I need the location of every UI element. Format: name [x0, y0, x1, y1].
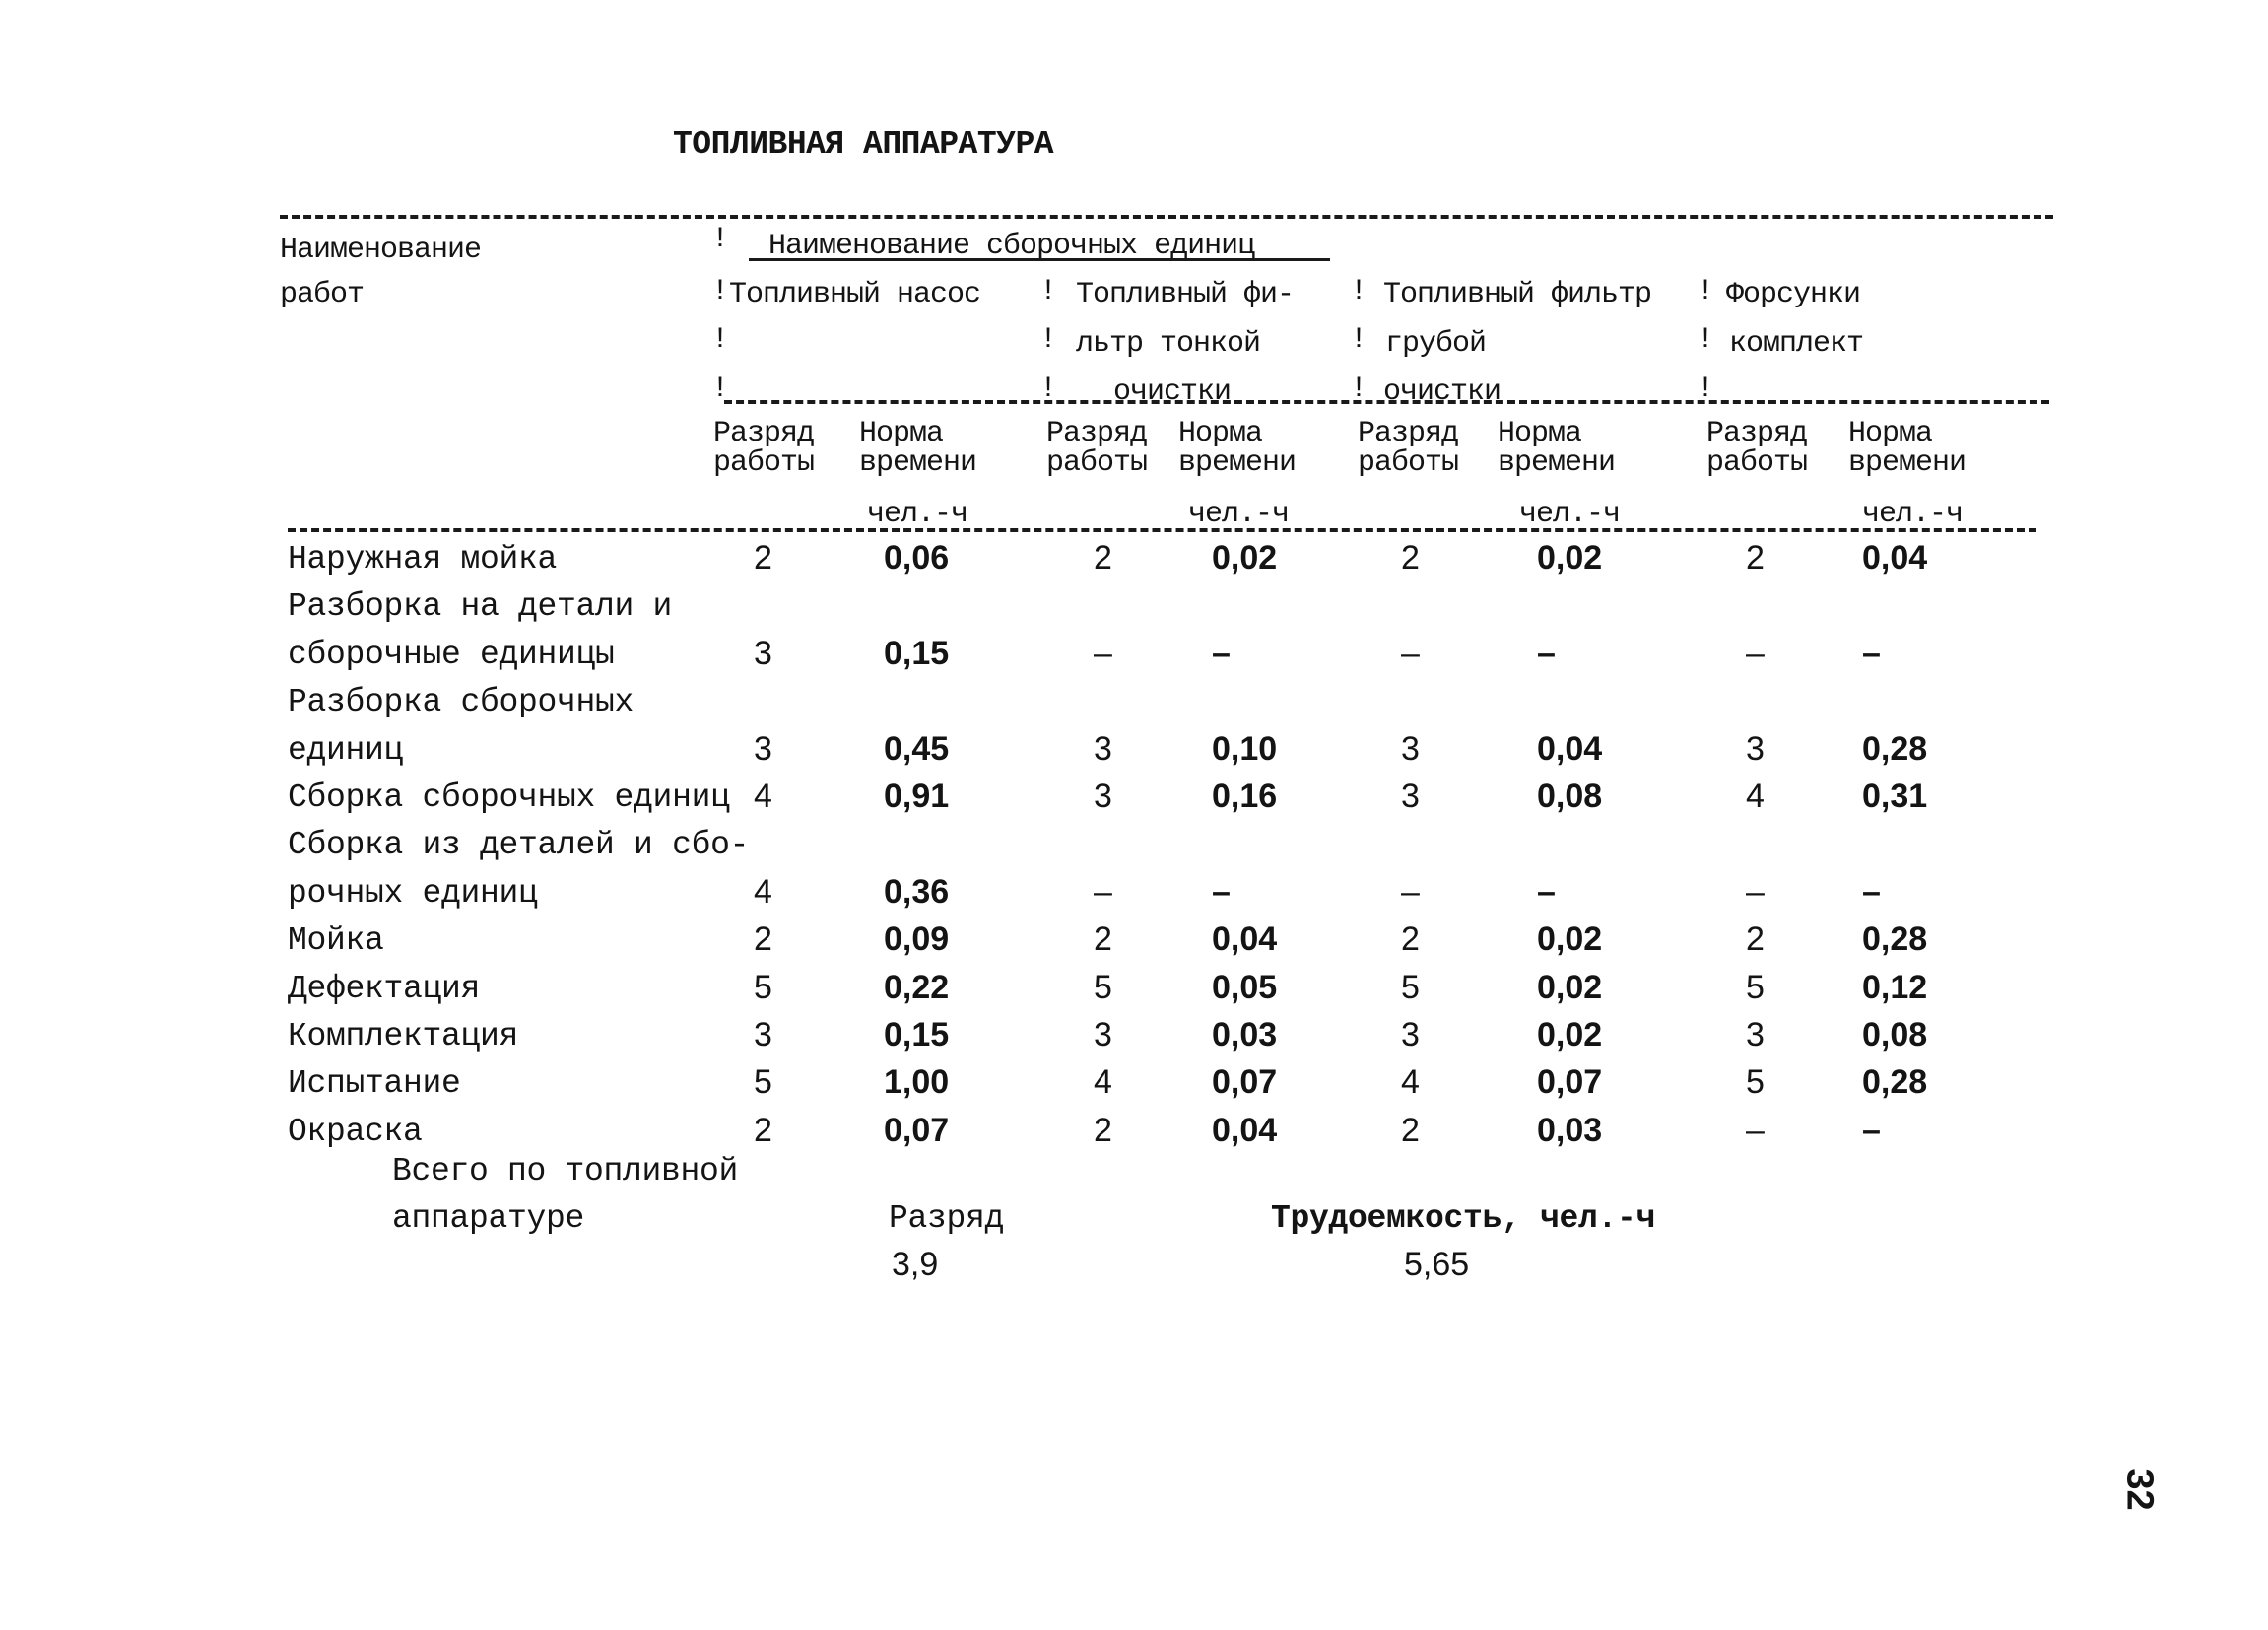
grade-cell: 2	[1401, 1112, 1420, 1149]
norm-label-2: времени	[859, 446, 977, 480]
unit-header-pump: Топливный насос	[729, 278, 981, 311]
work-name-header-line2: работ	[280, 278, 365, 311]
norm-unit-1: чел.-ч	[867, 498, 968, 531]
grade-label: Разряд	[1358, 417, 1459, 450]
norm-cell: 0,28	[1862, 1063, 1928, 1101]
column-separator: !	[1350, 275, 1368, 308]
grade-cell: 3	[1401, 730, 1420, 768]
column-separator: !	[711, 373, 730, 406]
header-top-rule	[280, 215, 2053, 219]
grade-label: Разряд	[713, 417, 815, 450]
grade-cell: 3	[1094, 730, 1112, 768]
norm-cell: 0,08	[1537, 778, 1603, 815]
norm-cell: 0,03	[1537, 1112, 1603, 1149]
grade-cell: 5	[1746, 969, 1765, 1006]
column-separator: !	[1697, 275, 1715, 308]
norm-cell: –	[1212, 873, 1231, 911]
norm-label-2: времени	[1498, 446, 1616, 480]
norm-unit-2: чел.-ч	[1188, 498, 1290, 531]
grade-cell: 3	[1094, 1016, 1112, 1053]
norm-cell: 0,04	[1212, 1112, 1278, 1149]
norm-cell: 0,02	[1537, 969, 1603, 1006]
grade-cell: –	[1401, 635, 1420, 672]
norm-cell: 0,22	[884, 969, 950, 1006]
grade-cell: 4	[1401, 1063, 1420, 1101]
grade-cell: 3	[754, 1016, 772, 1053]
column-separator: !	[1350, 373, 1368, 406]
subheader-grade-3	[1358, 419, 1458, 478]
grade-cell: –	[1094, 635, 1112, 672]
work-name-cell: Сборка из деталей и сбо-	[288, 827, 750, 863]
norm-cell: 0,08	[1862, 1016, 1928, 1053]
grade-label-2: работы	[1706, 446, 1808, 480]
norm-cell: 0,28	[1862, 920, 1928, 958]
grade-cell: 3	[754, 730, 772, 768]
norm-cell: 0,03	[1212, 1016, 1278, 1053]
unit-header-injectors-line1: Форсунки	[1726, 278, 1861, 311]
grade-cell: 3	[754, 635, 772, 672]
norm-unit-4: чел.-ч	[1862, 498, 1964, 531]
work-name-cell: Окраска	[288, 1114, 423, 1150]
total-label-line2: аппаратуре	[392, 1200, 585, 1237]
grade-label-2: работы	[1046, 446, 1148, 480]
total-grade-value: 3,9	[892, 1246, 939, 1283]
page-number: 32	[2118, 1468, 2161, 1511]
norm-cell: –	[1862, 635, 1881, 672]
norm-cell: 0,10	[1212, 730, 1278, 768]
column-separator: !	[1039, 323, 1058, 357]
norm-label: Норма	[859, 417, 944, 450]
unit-header-coarse-filter-line1: Топливный фильтр	[1383, 278, 1652, 311]
norm-cell: –	[1537, 635, 1556, 672]
norm-cell: 0,04	[1212, 920, 1278, 958]
grade-label: Разряд	[1046, 417, 1148, 450]
total-label-line1: Всего по топливной	[392, 1153, 739, 1189]
norm-cell: 0,28	[1862, 730, 1928, 768]
subheader-norm-1	[859, 419, 976, 478]
work-name-cell: Комплектация	[288, 1018, 519, 1054]
norm-cell: 0,16	[1212, 778, 1278, 815]
column-separator: !	[711, 323, 730, 357]
norm-cell: 0,07	[1212, 1063, 1278, 1101]
column-separator: !	[1039, 373, 1058, 406]
work-name-cell: Разборка на детали и	[288, 588, 673, 625]
grade-cell: 2	[754, 920, 772, 958]
norm-unit-3: чел.-ч	[1519, 498, 1621, 531]
work-name-cell: Дефектация	[288, 971, 481, 1007]
grade-cell: 3	[1401, 778, 1420, 815]
norm-cell: –	[1862, 1112, 1881, 1149]
grade-cell: 2	[1094, 920, 1112, 958]
grade-cell: –	[1746, 1112, 1765, 1149]
norm-label: Норма	[1498, 417, 1582, 450]
grade-cell: 3	[1746, 1016, 1765, 1053]
subheader-grade-2	[1046, 419, 1147, 478]
norm-cell: 0,31	[1862, 778, 1928, 815]
norm-label: Норма	[1848, 417, 1933, 450]
grade-cell: –	[1401, 873, 1420, 911]
grade-cell: 5	[754, 969, 772, 1006]
unit-header-fine-filter-line3: очистки	[1113, 375, 1232, 409]
total-labor-value: 5,65	[1404, 1246, 1470, 1283]
grade-cell: 3	[1401, 1016, 1420, 1053]
norm-cell: 1,00	[884, 1063, 950, 1101]
total-labor-label: Трудоемкость, чел.-ч	[1271, 1200, 1656, 1237]
column-separator: !	[1039, 275, 1058, 308]
norm-label-2: времени	[1178, 446, 1297, 480]
norm-cell: 0,02	[1537, 539, 1603, 577]
grade-cell: 2	[754, 1112, 772, 1149]
norm-cell: –	[1537, 873, 1556, 911]
grade-label: Разряд	[1706, 417, 1808, 450]
units-caption: Наименование сборочных единиц	[768, 230, 1255, 263]
column-separator: !	[1697, 323, 1715, 357]
units-caption-underline	[749, 258, 1330, 261]
column-separator: !	[711, 223, 730, 256]
subheader-norm-2	[1178, 419, 1296, 478]
column-separator: !	[1350, 323, 1368, 357]
work-name-cell: Испытание	[288, 1065, 461, 1102]
grade-cell: 2	[1401, 539, 1420, 577]
norm-cell: 0,09	[884, 920, 950, 958]
grade-cell: 2	[1094, 539, 1112, 577]
grade-cell: 3	[1746, 730, 1765, 768]
unit-header-coarse-filter-line2: грубой	[1385, 327, 1487, 361]
subheader-grade-4	[1706, 419, 1807, 478]
work-name-cell: рочных единиц	[288, 875, 538, 912]
norm-label-2: времени	[1848, 446, 1967, 480]
unit-header-coarse-filter-line3: очистки	[1383, 375, 1501, 409]
norm-cell: 0,12	[1862, 969, 1928, 1006]
unit-header-fine-filter-line2: льтр тонкой	[1076, 327, 1261, 361]
grade-label-2: работы	[713, 446, 815, 480]
work-name-cell: Разборка сборочных	[288, 684, 634, 720]
grade-cell: 3	[1094, 778, 1112, 815]
norm-cell: 0,05	[1212, 969, 1278, 1006]
header-bottom-rule	[288, 528, 2036, 532]
grade-cell: 4	[1746, 778, 1765, 815]
grade-cell: 2	[1401, 920, 1420, 958]
work-name-cell: Мойка	[288, 922, 384, 959]
norm-cell: –	[1862, 873, 1881, 911]
total-grade-label: Разряд	[889, 1200, 1005, 1237]
grade-cell: –	[1746, 635, 1765, 672]
column-separator: !	[1697, 373, 1715, 406]
subheader-grade-1	[713, 419, 814, 478]
grade-cell: 4	[754, 778, 772, 815]
unit-header-injectors-line2: комплект	[1729, 327, 1864, 361]
norm-cell: 0,07	[884, 1112, 950, 1149]
grade-cell: –	[1094, 873, 1112, 911]
norm-cell: 0,02	[1537, 920, 1603, 958]
unit-header-fine-filter-line1: Топливный фи-	[1076, 278, 1295, 311]
norm-label: Норма	[1178, 417, 1263, 450]
grade-cell: –	[1746, 873, 1765, 911]
work-name-cell: Наружная мойка	[288, 541, 558, 577]
work-name-cell: сборочные единицы	[288, 637, 615, 673]
norm-cell: 0,02	[1537, 1016, 1603, 1053]
grade-cell: 2	[1746, 539, 1765, 577]
grade-cell: 5	[1094, 969, 1112, 1006]
norm-cell: 0,91	[884, 778, 950, 815]
grade-cell: 2	[754, 539, 772, 577]
norm-cell: 0,15	[884, 1016, 950, 1053]
norm-cell: 0,07	[1537, 1063, 1603, 1101]
work-name-cell: Сборка сборочных единиц	[288, 780, 730, 816]
norm-cell: 0,36	[884, 873, 950, 911]
work-name-cell: единиц	[288, 732, 404, 769]
norm-cell: –	[1212, 635, 1231, 672]
grade-cell: 5	[754, 1063, 772, 1101]
work-name-header-line1: Наименование	[280, 234, 482, 267]
grade-cell: 4	[1094, 1063, 1112, 1101]
norm-cell: 0,04	[1862, 539, 1928, 577]
norm-cell: 0,06	[884, 539, 950, 577]
subheader-norm-3	[1498, 419, 1615, 478]
grade-cell: 2	[1746, 920, 1765, 958]
grade-cell: 5	[1401, 969, 1420, 1006]
norm-cell: 0,15	[884, 635, 950, 672]
grade-cell: 4	[754, 873, 772, 911]
grade-cell: 2	[1094, 1112, 1112, 1149]
subheader-norm-4	[1848, 419, 1966, 478]
norm-cell: 0,04	[1537, 730, 1603, 768]
grade-label-2: работы	[1358, 446, 1459, 480]
column-separator: !	[711, 275, 730, 308]
norm-cell: 0,45	[884, 730, 950, 768]
document-title: ТОПЛИВНАЯ АППАРАТУРА	[673, 126, 1054, 163]
grade-cell: 5	[1746, 1063, 1765, 1101]
norm-cell: 0,02	[1212, 539, 1278, 577]
